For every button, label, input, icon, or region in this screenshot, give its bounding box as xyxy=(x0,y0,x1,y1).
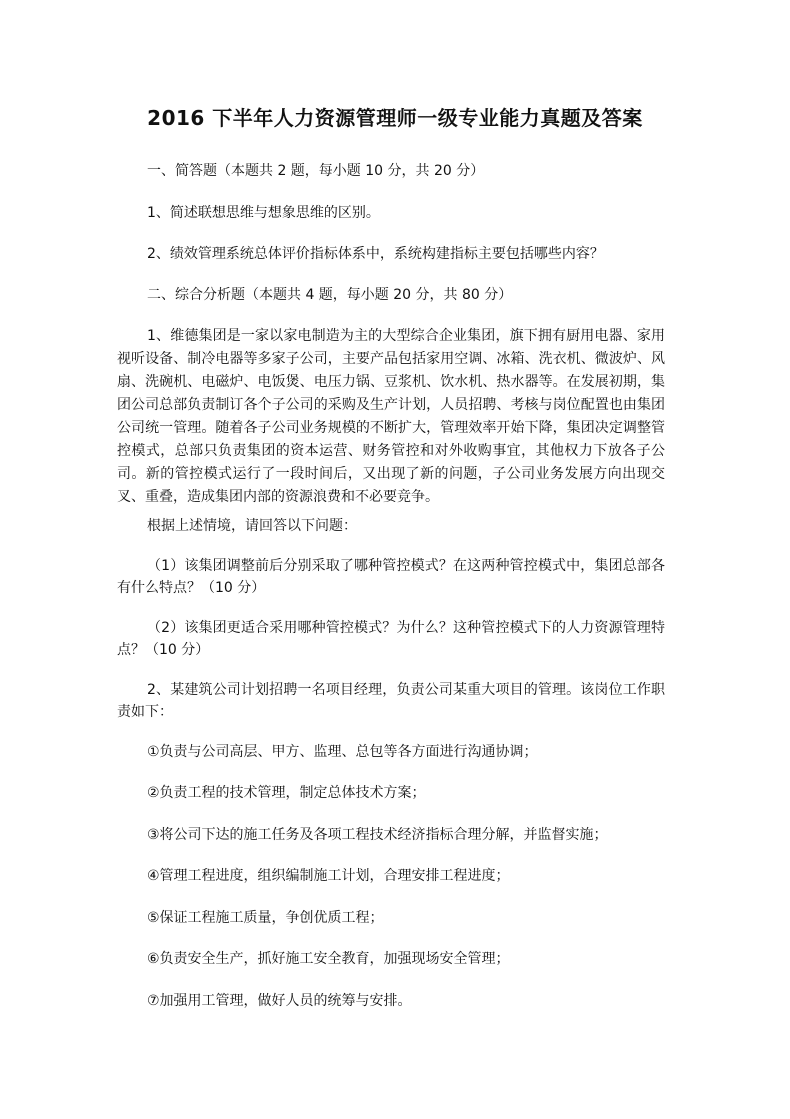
duty-item-7: ⑦加强用工管理，做好人员的统筹与安排。 xyxy=(147,993,412,1009)
duty-item-2: ②负责工程的技术管理，制定总体技术方案； xyxy=(147,785,426,801)
case-2-description: 2、某建筑公司计划招聘一名项目经理，负责公司某重大项目的管理。该岗位工作职责如下： xyxy=(117,682,665,720)
document-title: 2016 下半年人力资源管理师一级专业能力真题及答案 xyxy=(147,106,643,130)
section-heading-short-answer: 一、简答题（本题共 2 题，每小题 10 分，共 20 分） xyxy=(147,163,485,179)
case-1-question-2: （2）该集团更适合采用哪种管控模式？为什么？这种管控模式下的人力资源管理特点？（10 分） xyxy=(117,620,665,658)
case-1-prompt: 根据上述情境，请回答以下问题： xyxy=(147,518,357,534)
question-2: 2、绩效管理系统总体评价指标体系中，系统构建指标主要包括哪些内容？ xyxy=(147,246,604,262)
duty-item-1: ①负责与公司高层、甲方、监理、总包等各方面进行沟通协调； xyxy=(147,744,538,760)
duty-item-6: ⑥负责安全生产，抓好施工安全教育，加强现场安全管理； xyxy=(147,951,510,967)
question-1: 1、简述联想思维与想象思维的区别。 xyxy=(147,205,380,221)
case-1-description: 1、维德集团是一家以家电制造为主的大型综合企业集团，旗下拥有厨用电器、家用视听设备、制冷电器等多家子公司，主要产品包括家用空调、冰箱、洗衣机、微波炉、风扇、洗碗机、电磁炉、电饭煲、电压力锅、豆浆机、饮水机、热水器等。在发展初期，集团公司总部负责制订各个子公司的采购及生产计划，人员招聘、考核与岗位配置也由集团公司统一管理。随着各子公司业务规模的不断扩大，管理效率开始下降，集团决定调整管控模式，总部只负责集团的资本运营、财务管控和对外收购事宜，其他权力下放各子公司。新的管控模式运行了一段时间后，又出现了新的问题，子公司业务发展方向出现交叉、重叠，造成集团内部的资源浪费和不必要竞争。 xyxy=(117,328,665,505)
duty-item-4: ④管理工程进度，组织编制施工计划，合理安排工程进度； xyxy=(147,868,510,884)
section-heading-analysis: 二、综合分析题（本题共 4 题，每小题 20 分，共 80 分） xyxy=(147,287,513,303)
case-1-question-1: （1）该集团调整前后分别采取了哪种管控模式？在这两种管控模式中，集团总部各有什么特点？（10 分） xyxy=(117,558,665,596)
duty-item-5: ⑤保证工程施工质量，争创优质工程； xyxy=(147,910,384,926)
duty-item-3: ③将公司下达的施工任务及各项工程技术经济指标合理分解，并监督实施； xyxy=(147,827,608,843)
